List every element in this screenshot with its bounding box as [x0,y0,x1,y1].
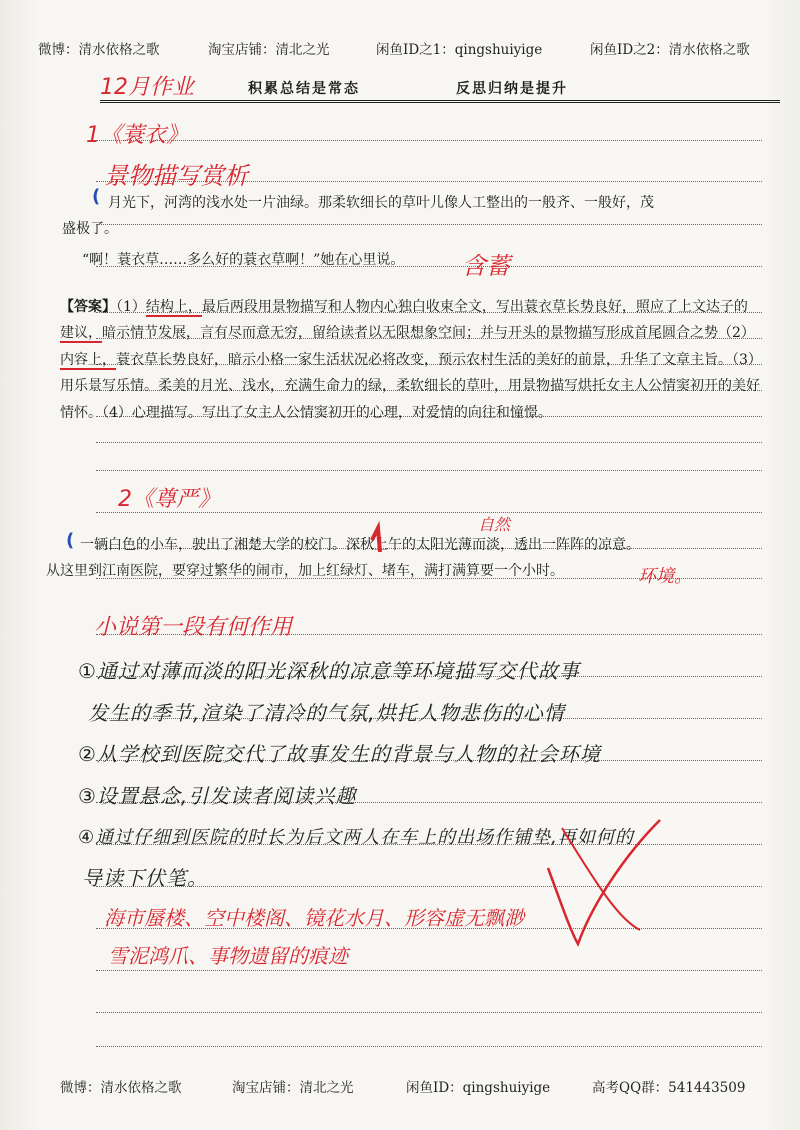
motto-left: 积累总结是常态 [248,81,360,97]
header-weibo: 微博：清水依格之歌 [38,42,160,58]
footer-xianyu: 闲鱼ID：qingshuiyige [406,1080,551,1096]
answer-text-a: （1） [116,299,146,315]
hand-answer-line-5: ④通过仔细到医院的时长为后文两人在车上的出场作铺垫,再如何的 [78,827,634,848]
footer-weibo: 微博：清水依格之歌 [60,1080,182,1096]
header-xianyu-1: 闲鱼ID之1：qingshuiyige [376,42,543,58]
answer-text-c: 暗示情节发展，言有尽而意无穷，留给读者以无限想象空间；并与开头的景物描写形成首尾圆合之势（2） [102,325,755,342]
hand-red-line-1: 海市蜃楼、空中楼阁、镜花水月、形容虚无飘渺 [104,906,524,930]
hand-answer-line-4: ③设置悬念,引发读者阅读兴趣 [78,784,357,808]
answer-text-d: 蓑衣草长势良好，暗示小格一家生活状况必将改变，预示农村生活的美好的前景，升华了文章主旨。（3）用乐景写乐情。柔美的月光、浅水，充满生命力的绿，柔软细长的草叶，用景物描写烘托女主人公情窦初开的美好情怀。（4）心理描写。写出了女主人公情窦初开的心理，对爱情的向往和憧憬。 [60,351,760,421]
answer-key-structure: 结构上， [145,299,202,315]
blue-bracket-mark: ( [92,186,101,207]
hand-margin-note2b: 环境。 [638,566,692,587]
hand-top-title: 12月作业 [100,75,194,100]
hand-margin-note2a: 自然 [478,515,511,534]
header-taobao: 淘宝店铺：清北之光 [208,42,330,58]
answer-key-content: 内容上， [60,351,116,368]
hand-section2-title: 2《尊严》 [118,487,220,512]
passage1-line3: “啊！蓑衣草……多么好的蓑衣草啊！”她在心里说。 [82,252,405,268]
hand-section1-subtitle: 景物描写赏析 [104,162,248,190]
red-check-mark [548,820,660,944]
hand-answer-line-6: 导读下伏笔。 [82,866,208,890]
footer-qq: 高考QQ群：541443509 [592,1080,746,1096]
blue-bracket-mark-2: ( [66,530,75,551]
header-xianyu-2: 闲鱼ID之2：清水依格之歌 [590,42,750,58]
hand-red-line-2: 雪泥鸿爪、事物遗留的痕迹 [108,944,348,968]
hand-section1-title: 1《蓑衣》 [86,123,188,148]
hand-answer-line-2: 发生的季节,渲染了清冷的气氛,烘托人物悲伤的心情 [88,701,565,725]
answer-label: 【答案】 [60,299,116,315]
hand-section2-question: 小说第一段有何作用 [94,615,293,640]
passage2-line1: 一辆白色的小车，驶出了湘楚大学的校门。深秋上午的太阳光薄而淡，透出一阵阵的凉意。 [80,537,640,553]
answer-key-suggestion: 建议， [60,325,102,342]
footer-taobao: 淘宝店铺：清北之光 [232,1080,354,1096]
hand-answer-line-3: ②从学校到医院交代了故事发生的背景与人物的社会环境 [78,742,601,766]
passage1-line1: 月光下，河湾的浅水处一片油绿。那柔软细长的草叶儿像人工整出的一般齐、一般好，茂 [108,195,654,211]
passage2-line2: 从这里到江南医院，要穿过繁华的闹市，加上红绿灯、堵车，满打满算要一个小时。 [46,563,564,579]
answer-text-b: 最后两段用景物描写和人物内心独白收束全文，写出蓑衣草长势良好，照应了上文达子的 [201,299,748,315]
motto-right: 反思归纳是提升 [456,81,568,97]
hand-answer-line-1: ①通过对薄而淡的阳光深秋的凉意等环境描写交代故事 [78,659,580,683]
passage1-line2: 盛极了。 [62,221,118,237]
hand-margin-note1: 含蓄 [462,252,510,280]
red-insert-mark [372,528,380,552]
red-stroke-mark [562,828,640,930]
